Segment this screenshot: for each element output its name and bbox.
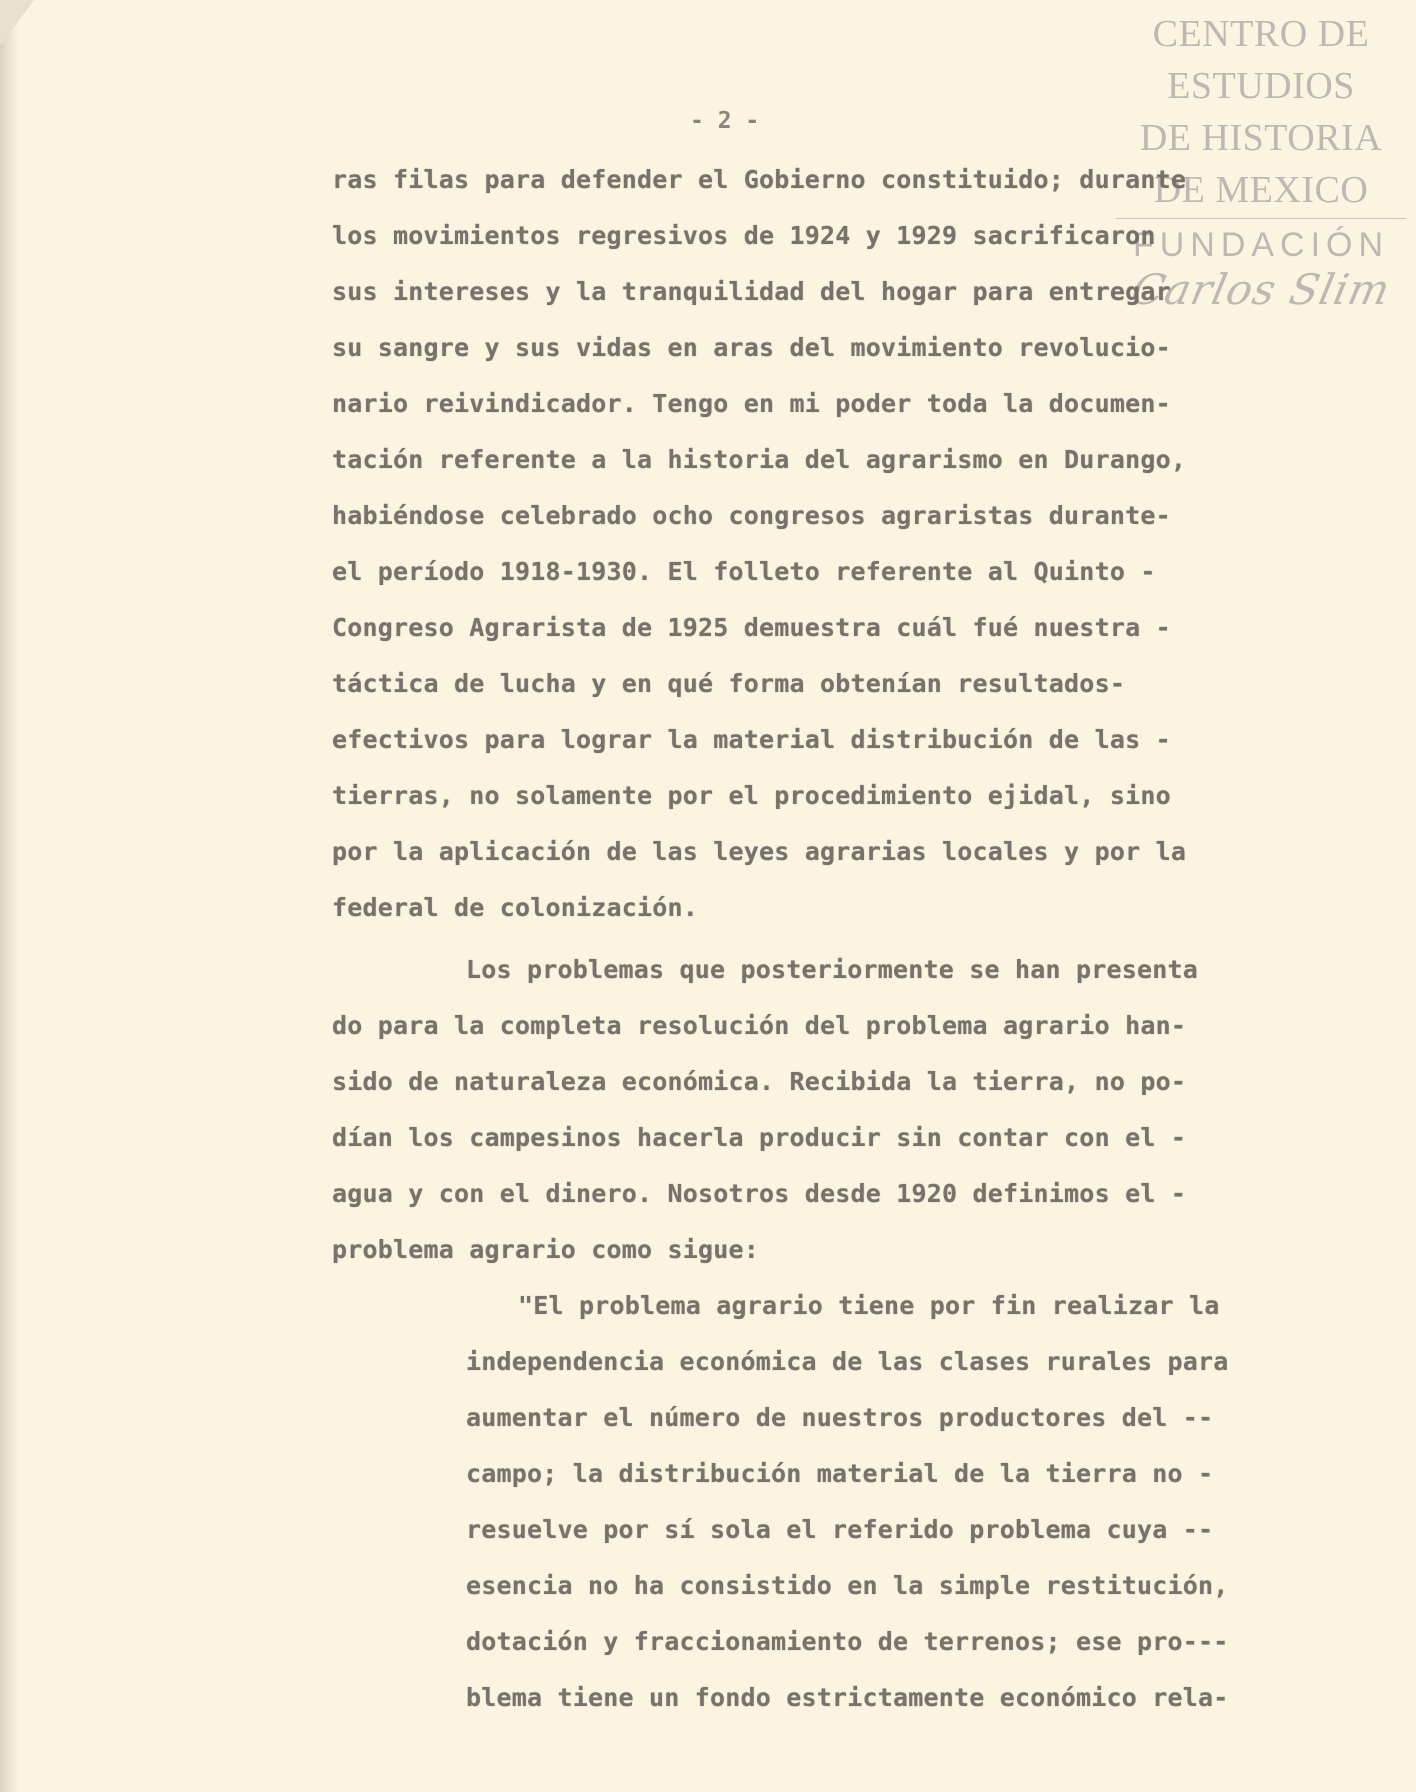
- watermark-line: DE MEXICO: [1153, 169, 1369, 211]
- text-line: táctica de lucha y en qué forma obtenían resultados-: [332, 669, 1126, 698]
- watermark-line: CENTRO DE: [1152, 13, 1370, 55]
- text-line: sido de naturaleza económica. Recibida la tierra, no po-: [332, 1067, 1187, 1096]
- text-line: los movimientos regresivos de 1924 y 1929 sacrificaron: [332, 221, 1156, 250]
- text-line: por la aplicación de las leyes agrarias locales y por la: [332, 837, 1187, 866]
- quote-line: aumentar el número de nuestros productores del --: [466, 1403, 1214, 1432]
- text-line: su sangre y sus vidas en aras del movimiento revolucio-: [332, 333, 1171, 362]
- quote-line: blema tiene un fondo estrictamente económico rela-: [466, 1683, 1229, 1712]
- text-line: habiéndose celebrado ocho congresos agraristas durante-: [332, 501, 1171, 530]
- watermark-line: DE HISTORIA: [1139, 117, 1383, 159]
- text-line: Congreso Agrarista de 1925 demuestra cuál fué nuestra -: [332, 613, 1171, 642]
- quote-line: "El problema agrario tiene por fin realizar la: [518, 1291, 1220, 1320]
- watermark-signature: Carlos Slim: [1127, 265, 1395, 314]
- quote-line: dotación y fraccionamiento de terrenos; ese pro---: [466, 1627, 1229, 1656]
- text-line: tación referente a la historia del agrarismo en Durango,: [332, 445, 1187, 474]
- paragraph-first-line: Los problemas que posteriormente se han presenta: [466, 955, 1199, 984]
- watermark-divider: [1116, 218, 1406, 219]
- watermark-fundacion: FUNDACIÓN: [1132, 226, 1390, 264]
- text-line: ras filas para defender el Gobierno constituido; durante: [332, 165, 1187, 194]
- text-line: do para la completa resolución del problema agrario han-: [332, 1011, 1187, 1040]
- text-line: el período 1918-1930. El folleto referente al Quinto -: [332, 557, 1156, 586]
- page-number: - 2 -: [690, 108, 760, 134]
- quote-line: independencia económica de las clases rurales para: [466, 1347, 1229, 1376]
- quote-line: campo; la distribución material de la tierra no -: [466, 1459, 1214, 1488]
- text-line: sus intereses y la tranquilidad del hogar para entregar: [332, 277, 1171, 306]
- text-line: nario reivindicador. Tengo en mi poder toda la documen-: [332, 389, 1171, 418]
- archive-watermark: [1116, 8, 1406, 315]
- text-line: efectivos para lograr la material distribución de las -: [332, 725, 1171, 754]
- page-edge-shadow: [0, 0, 18, 1792]
- text-line: tierras, no solamente por el procedimiento ejidal, sino: [332, 781, 1171, 810]
- text-line: dían los campesinos hacerla producir sin contar con el -: [332, 1123, 1187, 1152]
- text-line: problema agrario como sigue:: [332, 1235, 760, 1264]
- quote-line: resuelve por sí sola el referido problema cuya --: [466, 1515, 1214, 1544]
- quote-line: esencia no ha consistido en la simple restitución,: [466, 1571, 1229, 1600]
- text-line: federal de colonización.: [332, 893, 699, 922]
- page-corner: [0, 0, 34, 46]
- watermark-line: ESTUDIOS: [1167, 65, 1355, 107]
- text-line: agua y con el dinero. Nosotros desde 1920 definimos el -: [332, 1179, 1187, 1208]
